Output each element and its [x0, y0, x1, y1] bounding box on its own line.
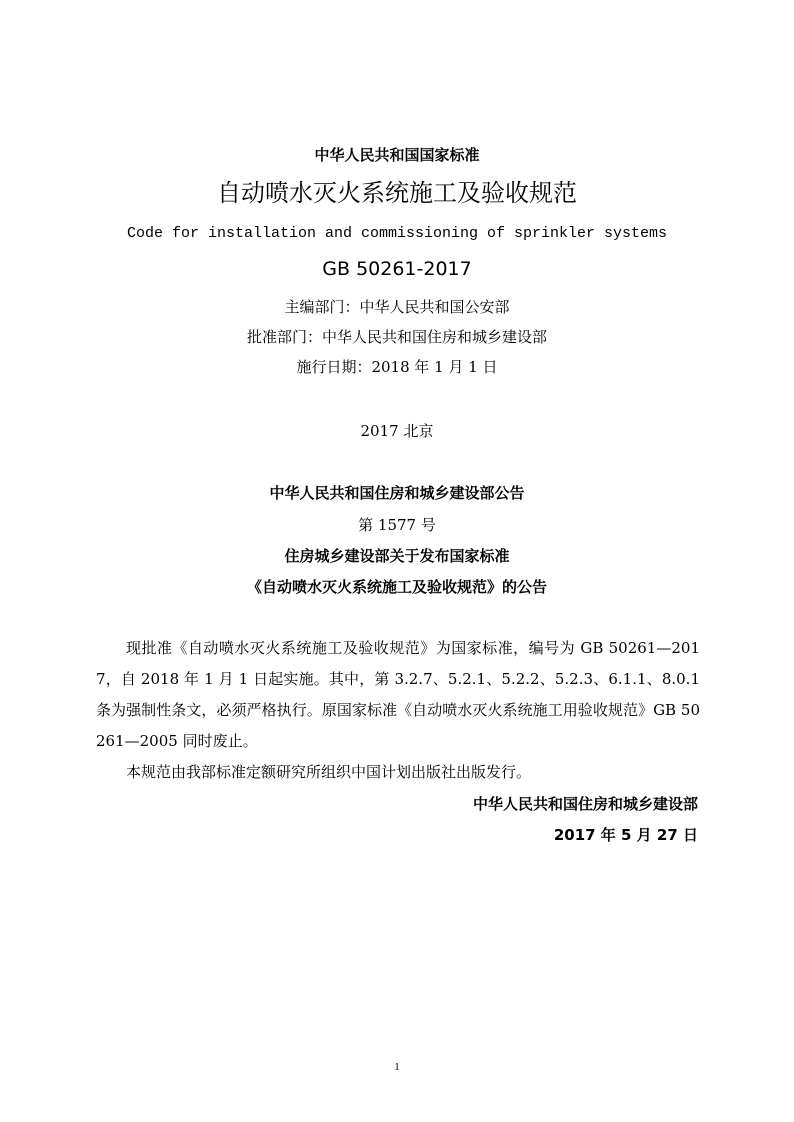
notice-subject-line-2: 《自动喷水灭火系统施工及验收规范》的公告	[246, 578, 547, 596]
approving-department: 批准部门：中华人民共和国住房和城乡建设部	[246, 328, 547, 346]
notice-number: 第 1577 号	[358, 516, 436, 534]
notice-paragraph-1: 现批准《自动喷水灭火系统施工及验收规范》为国家标准，编号为 GB 50261—2017，自 2018 年 1 月 1 日起实施。其中，第 3.2.7、5.2.1、5.2.2、5.2.3、6.1.1、8.0.1 条为强制性条文，必须严格执行。原国家标准《自动喷水灭火系统施工用验收规范》GB 50261—2005 同时废止。	[96, 639, 700, 750]
publication-place: 2017 北京	[360, 422, 434, 440]
standard-number: GB 50261-2017	[322, 258, 472, 280]
page-number: 1	[394, 1061, 400, 1073]
effective-date: 施行日期：2018 年 1 月 1 日	[296, 358, 498, 376]
notice-authority: 中华人民共和国住房和城乡建设部公告	[269, 484, 525, 502]
notice-subject-line-1: 住房城乡建设部关于发布国家标准	[284, 547, 510, 565]
issuing-authority: 中华人民共和国国家标准	[314, 146, 480, 164]
english-title: Code for installation and commissioning of sprinkler systems	[126, 225, 668, 242]
document-title: 自动喷水灭火系统施工及验收规范	[217, 179, 577, 207]
chief-editor: 主编部门：中华人民共和国公安部	[284, 298, 510, 316]
signature-date: 2017 年 5 月 27 日	[553, 826, 698, 844]
signature-authority: 中华人民共和国住房和城乡建设部	[472, 795, 698, 813]
notice-paragraph-2: 本规范由我部标准定额研究所组织中国计划出版社出版发行。	[126, 763, 532, 781]
